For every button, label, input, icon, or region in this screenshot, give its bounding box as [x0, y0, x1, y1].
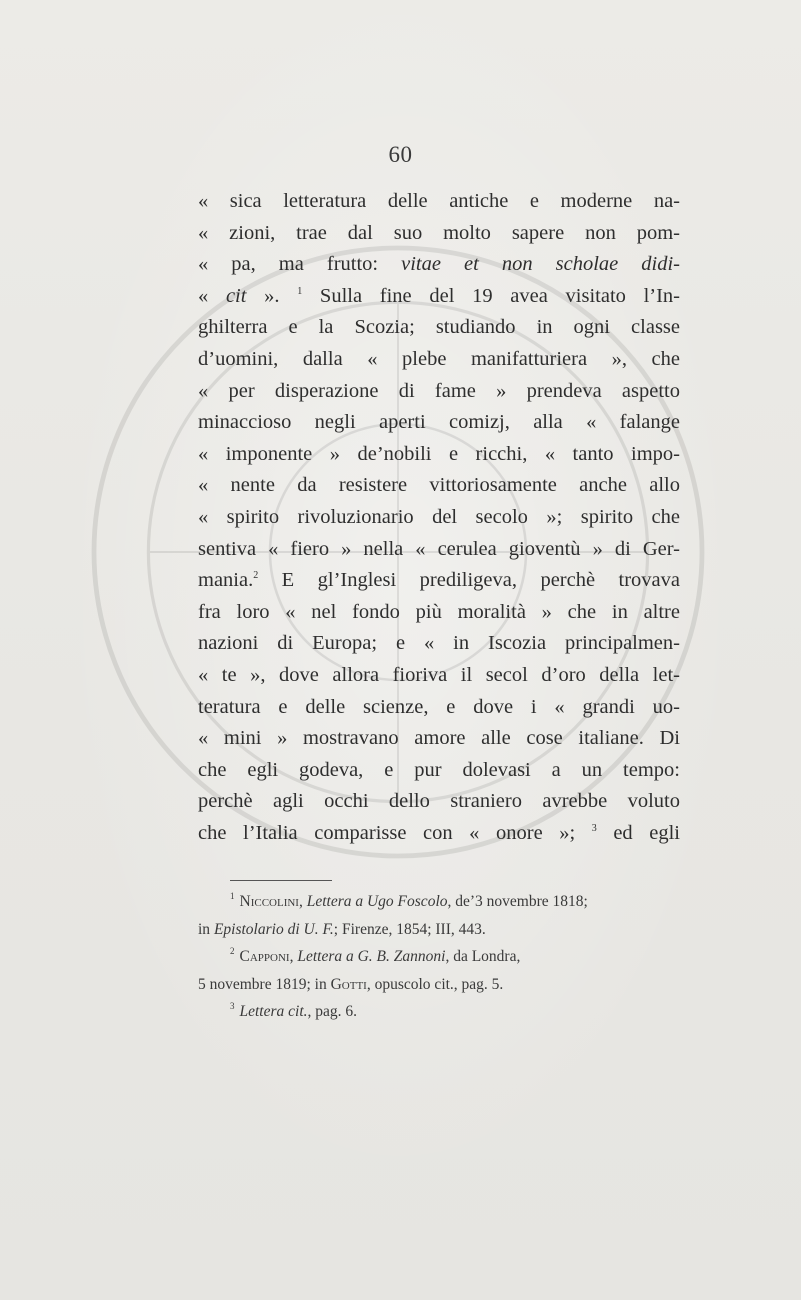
footnote-title: Lettera cit. — [239, 1003, 308, 1020]
latin-quote-end: cit — [225, 284, 247, 307]
text-line: « nente da resistere vittoriosamente anche allo — [198, 474, 680, 497]
footnote-title: Lettera a Ugo Foscolo — [306, 893, 448, 910]
text-fragment: Sulla fine del 19 avea visitato l’In- — [302, 284, 680, 307]
footnote-marker: 3 — [230, 1001, 235, 1011]
text-fragment: ed egli — [596, 821, 680, 844]
footnote-title: Lettera a G. B. Zannoni — [297, 948, 446, 965]
text-fragment: « pa, ma frutto: — [198, 253, 402, 276]
footnote-separator — [230, 880, 332, 881]
text-line — [198, 249, 680, 281]
text-line — [198, 818, 680, 850]
text-fragment: E gl’Inglesi prediligeva, perchè trovava — [258, 569, 680, 592]
text-fragment: mania. — [198, 569, 254, 592]
footnote-1-line-1 — [198, 888, 684, 916]
latin-quote: vitae et non scholae didi- — [401, 253, 680, 276]
footnote-text: , — [289, 948, 298, 965]
text-line — [198, 281, 680, 313]
footnote-1-line-2 — [198, 916, 684, 944]
footnote-text: , pag. 6. — [307, 1003, 358, 1020]
footnotes — [198, 888, 684, 1026]
body-text — [198, 186, 680, 849]
text-line: che egli godeva, e pur dolevasi a un tempo: — [198, 758, 680, 781]
footnote-2-line-1 — [198, 943, 684, 971]
text-line: ghilterra e la Scozia; studiando in ogni classe — [198, 316, 680, 339]
text-fragment: che l’Italia comparisse con « onore »; — [198, 821, 592, 844]
text-line: perchè agli occhi dello straniero avrebbe voluto — [198, 790, 680, 813]
page-number: 60 — [388, 142, 413, 167]
footnote-author: Capponi — [239, 948, 290, 965]
text-line: « sica letteratura delle antiche e moderne na- — [198, 190, 680, 212]
footnote-text: in — [198, 920, 214, 938]
footnote-ref: 1 — [297, 285, 303, 297]
text-line: nazioni di Europa; e « in Iscozia principalmen- — [198, 632, 680, 655]
text-fragment: ». — [246, 284, 298, 307]
footnote-text: ; Firenze, 1854; III, 443. — [333, 920, 486, 938]
text-line: sentiva « fiero » nella « cerulea gioventù » di Ger- — [198, 537, 680, 560]
text-fragment: « — [198, 284, 226, 307]
text-line: teratura e delle scienze, e dove i « grandi uo- — [198, 695, 680, 718]
footnote-text: , — [298, 893, 307, 910]
text-line: « imponente » de’nobili e ricchi, « tanto impo- — [198, 442, 680, 465]
footnote-marker: 2 — [230, 946, 235, 956]
footnote-text: , da Londra, — [445, 948, 521, 965]
text-line: minaccioso negli aperti comizj, alla « falange — [198, 411, 680, 434]
text-line: « te », dove allora fioriva il secol d’oro della let- — [198, 663, 680, 686]
footnote-text: 5 novembre 1819; in — [198, 975, 331, 993]
footnote-text: , opuscolo cit., pag. 5. — [366, 975, 504, 993]
text-line: fra loro « nel fondo più moralità » che in altre — [198, 600, 680, 623]
footnote-text: , de’3 novembre 1818; — [447, 893, 588, 910]
footnote-work: Epistolario di U. F. — [213, 920, 334, 938]
text-line: « zioni, trae dal suo molto sapere non pom- — [198, 221, 680, 244]
text-line: « per disperazione di fame » prendeva aspetto — [198, 379, 680, 402]
footnote-author: Niccolini — [239, 893, 299, 910]
footnote-marker: 1 — [230, 891, 235, 901]
footnote-ref: 2 — [253, 570, 259, 582]
text-line: « spirito rivoluzionario del secolo »; spirito che — [198, 505, 680, 528]
text-line: « mini » mostravano amore alle cose italiane. Di — [198, 727, 680, 750]
footnote-ref: 3 — [591, 822, 597, 834]
footnote-2-line-2 — [198, 971, 684, 999]
footnote-author: Gotti — [330, 975, 367, 993]
text-line: d’uomini, dalla « plebe manifatturiera », che — [198, 347, 680, 370]
footnote-3-line-1 — [198, 998, 684, 1026]
text-line — [198, 565, 680, 597]
